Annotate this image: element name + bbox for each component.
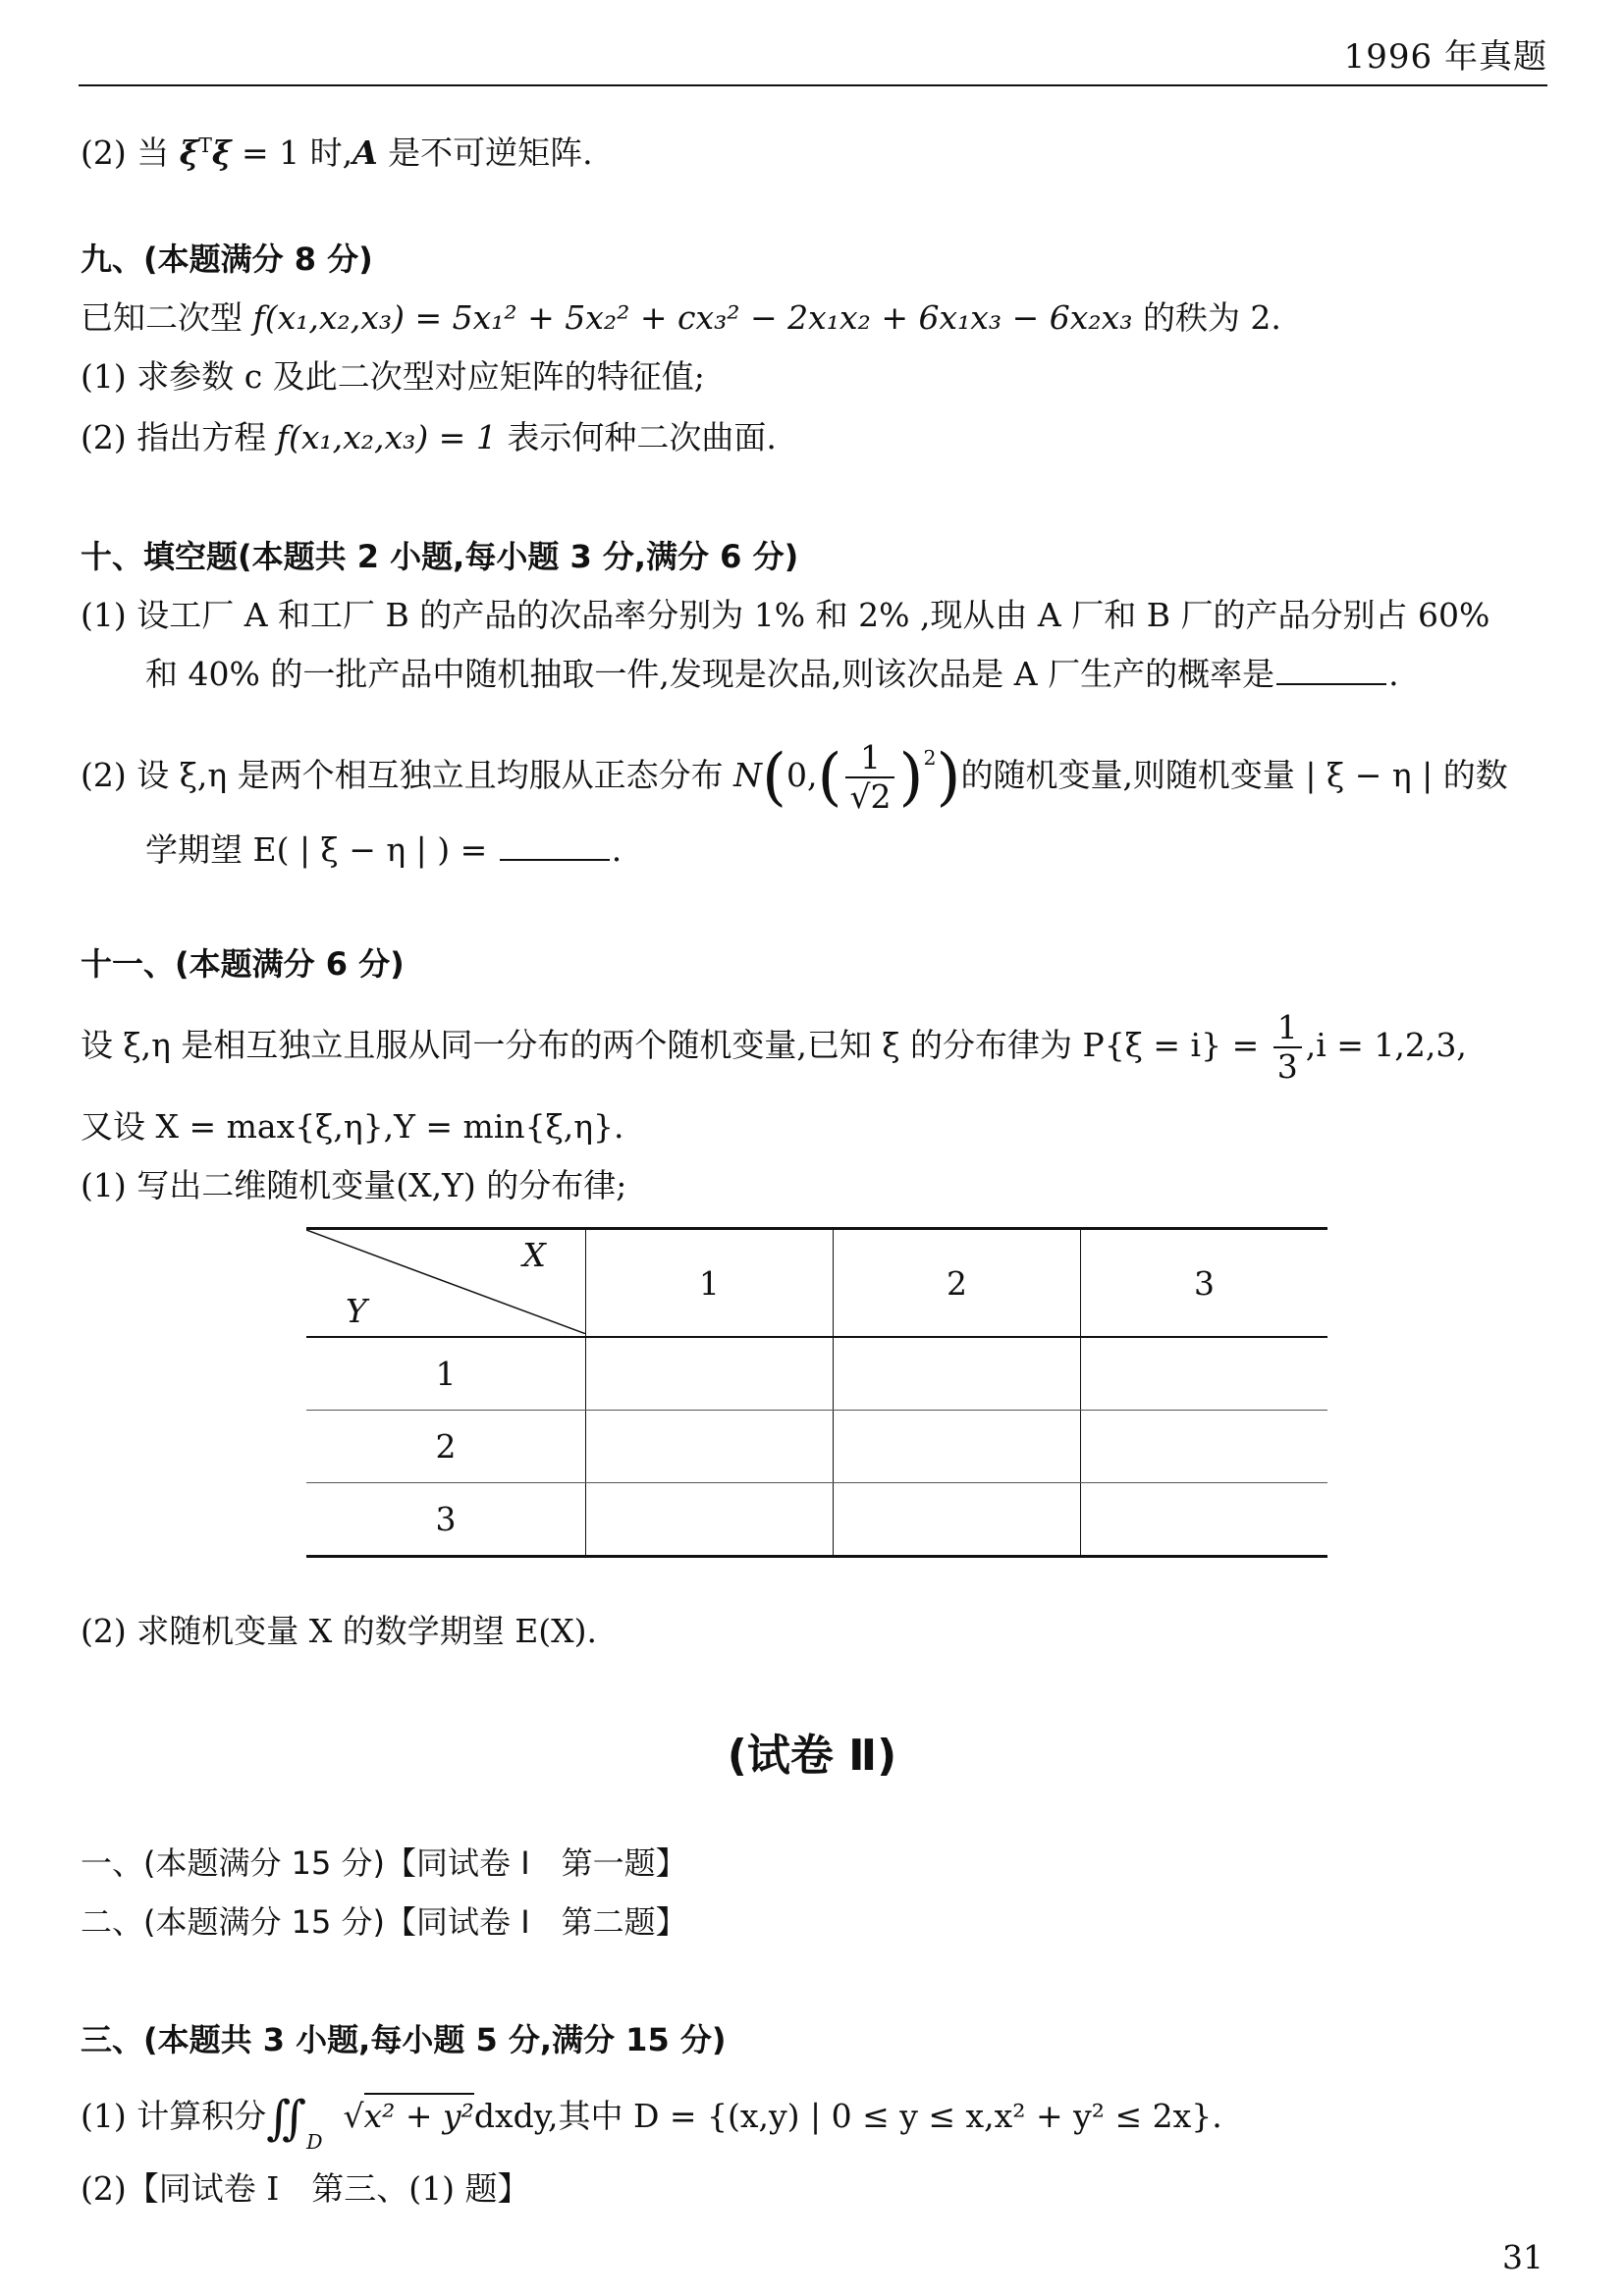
page-header-title: 1996 年真题 bbox=[1343, 37, 1547, 77]
s2-q3-title: 三、(本题共 3 小题,每小题 5 分,满分 15 分) bbox=[81, 2021, 727, 2058]
q10-title: 十、填空题(本题共 2 小题,每小题 3 分,满分 6 分) bbox=[81, 538, 799, 575]
q11-stem-line2: 又设 X = max{ξ,η},Y = min{ξ,η}. bbox=[81, 1107, 624, 1146]
answer-blank bbox=[500, 831, 610, 861]
distribution-table bbox=[306, 1227, 1327, 1558]
section-title: (试卷 Ⅱ) bbox=[727, 1731, 897, 1781]
q11-part2: (2) 求随机变量 X 的数学期望 E(X). bbox=[81, 1612, 598, 1650]
table-cell bbox=[833, 1337, 1080, 1411]
q9-title: 九、(本题满分 8 分) bbox=[81, 240, 373, 278]
table-cell bbox=[1080, 1337, 1327, 1411]
q9-part2: (2) 指出方程 f(x₁,x₂,x₃) = 1 表示何种二次曲面. bbox=[81, 418, 777, 456]
q10-part1-line1: (1) 设工厂 A 和工厂 B 的产品的次品率分别为 1% 和 2% ,现从由 A 厂和 B 厂的产品分别占 60% bbox=[81, 596, 1490, 634]
table-cell bbox=[833, 1411, 1080, 1483]
q9-formula: f(x₁,x₂,x₃) = 5x₁² + 5x₂² + cx₃² − 2x₁x₂ + 6x₁x₃ − 6x₂x₃ bbox=[252, 298, 1133, 337]
s2-q1: 一、(本题满分 15 分)【同试卷 Ⅰ 第一题】 bbox=[81, 1844, 687, 1882]
s2-q2: 二、(本题满分 15 分)【同试卷 Ⅰ 第二题】 bbox=[81, 1903, 687, 1941]
col-header: 1 bbox=[585, 1229, 833, 1338]
col-header: 2 bbox=[833, 1229, 1080, 1338]
row-header: 3 bbox=[306, 1483, 585, 1557]
page-number: 31 bbox=[1502, 2238, 1543, 2276]
table-cell bbox=[585, 1411, 833, 1483]
col-header: 3 bbox=[1080, 1229, 1327, 1338]
q11-part1: (1) 写出二维随机变量(X,Y) 的分布律; bbox=[81, 1166, 627, 1204]
q11-stem-line1: 设 ξ,η 是相互独立且服从同一分布的两个随机变量,已知 ξ 的分布律为 P{ξ = i} = $\frac{1}{3}$ ,i = 1,2,3, bbox=[81, 1008, 1467, 1086]
item8-part2: (2) 当 $\xi^T\xi = 1$ 时,A 是不可逆矩阵. bbox=[81, 133, 593, 172]
double-integral-symbol: ∬ bbox=[266, 2091, 307, 2146]
q10-part2-line1: (2) 设 ξ,η 是两个相互独立且均服从正态分布 N(0,( $\frac{1}{√2}$ )$^2$)的随机变量,则随机变量 | ξ − η | 的数 bbox=[81, 738, 1508, 816]
table-cell bbox=[1080, 1483, 1327, 1557]
q9-part1: (1) 求参数 c 及此二次型对应矩阵的特征值; bbox=[81, 357, 705, 396]
row-header: 2 bbox=[306, 1411, 585, 1483]
s2-q3-part1: (1) 计算积分$∬_D$ √x² + y²dxdy,其中 D = {(x,y) | 0 ≤ y ≤ x,x² + y² ≤ 2x}. bbox=[81, 2091, 1222, 2154]
corner-y-label: Y bbox=[346, 1292, 367, 1330]
answer-blank bbox=[1276, 656, 1386, 685]
fraction-one-over-root2: $\frac{1}{√2}$ bbox=[845, 739, 894, 816]
table-corner-cell bbox=[306, 1229, 585, 1338]
q11-title: 十一、(本题满分 6 分) bbox=[81, 945, 405, 983]
q10-part2-line2: 学期望 E( | ξ − η | ) = . bbox=[145, 830, 623, 869]
q9-stem: 已知二次型 f(x₁,x₂,x₃) = 5x₁² + 5x₂² + cx₃² − 2x₁x₂ + 6x₁x₃ − 6x₂x₃ 的秩为 2. bbox=[81, 298, 1281, 337]
header-rule bbox=[79, 84, 1547, 86]
table-cell bbox=[833, 1483, 1080, 1557]
s2-q3-part2: (2)【同试卷 Ⅰ 第三、(1) 题】 bbox=[81, 2169, 530, 2208]
q10-part1-line2: 和 40% 的一批产品中随机抽取一件,发现是次品,则该次品是 A 厂生产的概率是 . bbox=[145, 655, 1399, 693]
table-cell bbox=[1080, 1411, 1327, 1483]
fraction-one-third: $\frac{1}{3}$ bbox=[1273, 1009, 1302, 1086]
corner-x-label: X bbox=[522, 1236, 546, 1274]
table-cell bbox=[585, 1483, 833, 1557]
row-header: 1 bbox=[306, 1337, 585, 1411]
table-cell bbox=[585, 1337, 833, 1411]
